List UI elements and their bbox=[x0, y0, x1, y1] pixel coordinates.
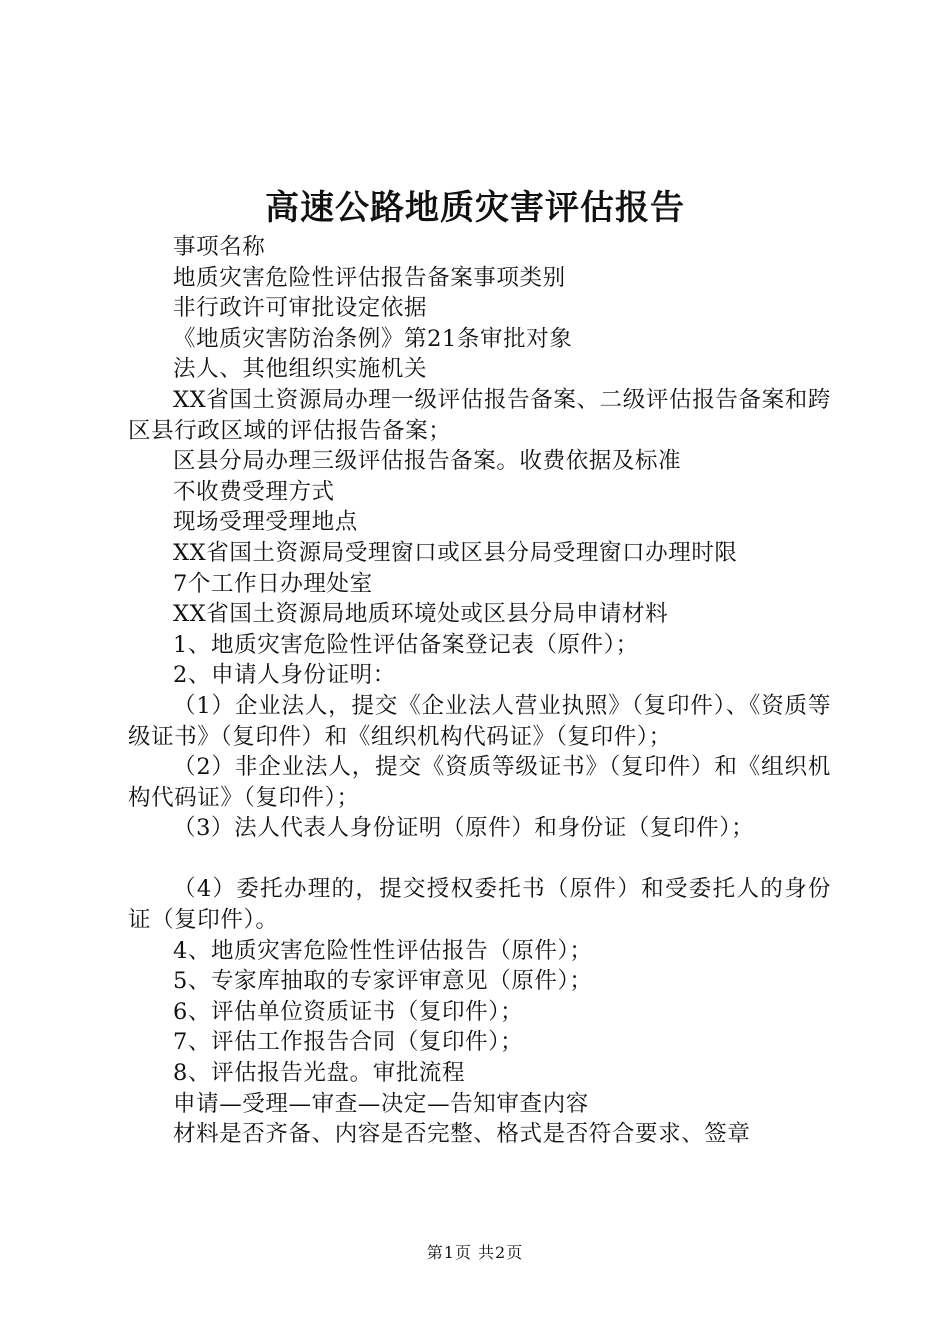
paragraph: 5、专家库抽取的专家评审意见（原件）； bbox=[173, 968, 593, 995]
document-title: 高速公路地质灾害评估报告 bbox=[265, 188, 685, 228]
paragraph: 1、地质灾害危险性评估备案登记表（原件）； bbox=[173, 631, 639, 658]
paragraph: XX省国土资源局办理一级评估报告备案、二级评估报告备案和跨区县行政区域的评估报告备案； bbox=[128, 386, 831, 444]
document-body bbox=[128, 232, 831, 1150]
paragraph: （2）非企业法人，提交《资质等级证书》（复印件）和《组织机构代码证》（复印件）； bbox=[128, 754, 831, 811]
paragraph: （4）委托办理的，提交授权委托书（原件）和受委托人的身份证（复印件）。 bbox=[128, 876, 831, 934]
paragraph: 7个工作日办理处室 bbox=[173, 570, 373, 597]
page-footer: 第1页 共2页 bbox=[426, 1243, 524, 1262]
paragraph: 现场受理受理地点 bbox=[173, 509, 358, 536]
paragraph: 申请—受理—审查—决定—告知审查内容 bbox=[173, 1090, 589, 1117]
paragraph: 区县分局办理三级评估报告备案。收费依据及标准 bbox=[173, 448, 682, 475]
paragraph: XX省国土资源局受理窗口或区县分局受理窗口办理时限 bbox=[173, 539, 738, 566]
paragraph: XX省国土资源局地质环境处或区县分局申请材料 bbox=[173, 601, 669, 628]
paragraph: 2、申请人身份证明： bbox=[173, 662, 396, 689]
paragraph: 地质灾害危险性评估报告备案事项类别 bbox=[173, 264, 566, 291]
paragraph: 8、评估报告光盘。审批流程 bbox=[173, 1060, 466, 1087]
paragraph: 4、地质灾害危险性性评估报告（原件）； bbox=[173, 937, 593, 964]
paragraph: 6、评估单位资质证书（复印件）； bbox=[173, 998, 524, 1025]
paragraph: 非行政许可审批设定依据 bbox=[173, 295, 428, 322]
paragraph: （1）企业法人，提交《企业法人营业执照》（复印件）、《资质等级证书》（复印件）和《组织机构代码证》（复印件）； bbox=[128, 692, 831, 750]
paragraph: 法人、其他组织实施机关 bbox=[173, 356, 428, 383]
paragraph: 7、评估工作报告合同（复印件）； bbox=[173, 1029, 524, 1056]
paragraph: 材料是否齐备、内容是否完整、格式是否符合要求、签章 bbox=[173, 1121, 751, 1148]
paragraph: 《地质灾害防治条例》第21条审批对象 bbox=[173, 325, 573, 352]
paragraph: 不收费受理方式 bbox=[173, 478, 335, 505]
paragraph: 事项名称 bbox=[173, 234, 266, 260]
paragraph: （3）法人代表人身份证明（原件）和身份证（复印件）； bbox=[173, 815, 755, 842]
